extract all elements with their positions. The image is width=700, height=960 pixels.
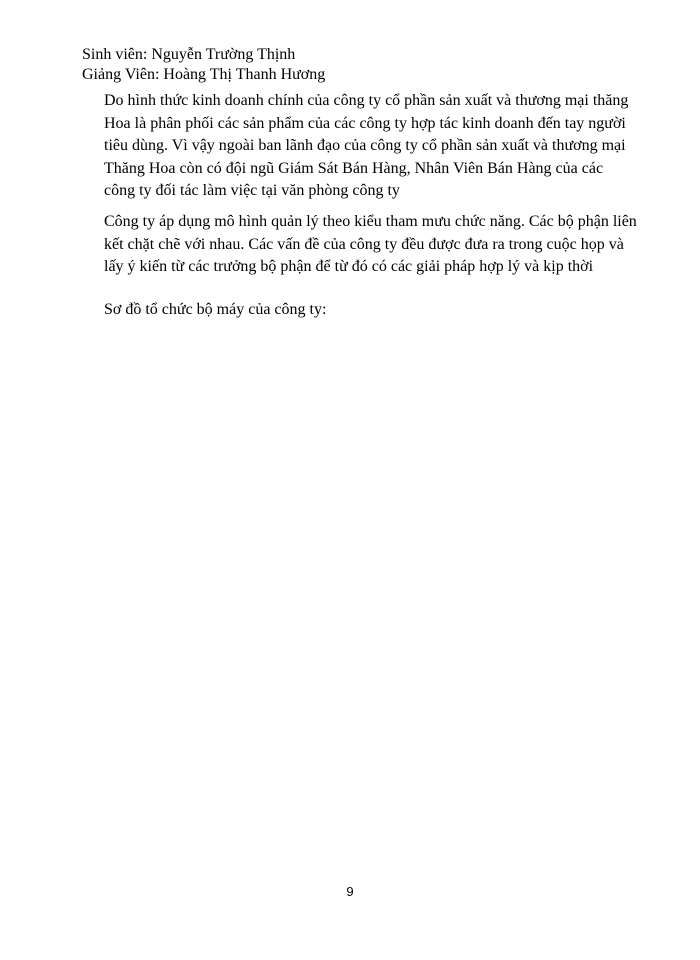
paragraph-line: Do hình thức kinh doanh chính của công ty cổ phần sản xuất và thương mại thăng	[104, 92, 629, 109]
paragraph-line: tiêu dùng. Vì vậy ngoài ban lãnh đạo của công ty cổ phần sản xuất và thương mại	[104, 137, 626, 154]
paragraph-business-form	[104, 90, 652, 203]
paragraph-line: Công ty áp dụng mô hình quản lý theo kiểu tham mưu chức năng. Các bộ phận liên	[104, 213, 637, 230]
document-header	[82, 45, 325, 85]
page-number: 9	[346, 884, 354, 899]
student-name: Sinh viên: Nguyễn Trường Thịnh	[82, 46, 296, 63]
paragraph-line: kết chặt chẽ với nhau. Các vấn đề của công ty đều được đưa ra trong cuộc họp và	[104, 235, 624, 253]
paragraph-line: Hoa là phân phối các sản phẩm của các công ty hợp tác kinh doanh đến tay người	[104, 114, 626, 132]
paragraph-line: Thăng Hoa còn có đội ngũ Giám Sát Bán Hàng, Nhân Viên Bán Hàng của các	[104, 159, 604, 177]
paragraph-org-chart-intro	[104, 299, 652, 322]
paragraph-line: lấy ý kiến từ các trưởng bộ phận để từ đó có các giải pháp hợp lý và kịp thời	[104, 258, 594, 275]
lecturer-name: Giảng Viên: Hoàng Thị Thanh Hương	[82, 66, 326, 83]
paragraph-management-model	[104, 211, 652, 279]
paragraph-line: công ty đối tác làm việc tại văn phòng công ty	[104, 182, 400, 199]
paragraph-line: Sơ đồ tổ chức bộ máy của công ty:	[104, 301, 327, 318]
